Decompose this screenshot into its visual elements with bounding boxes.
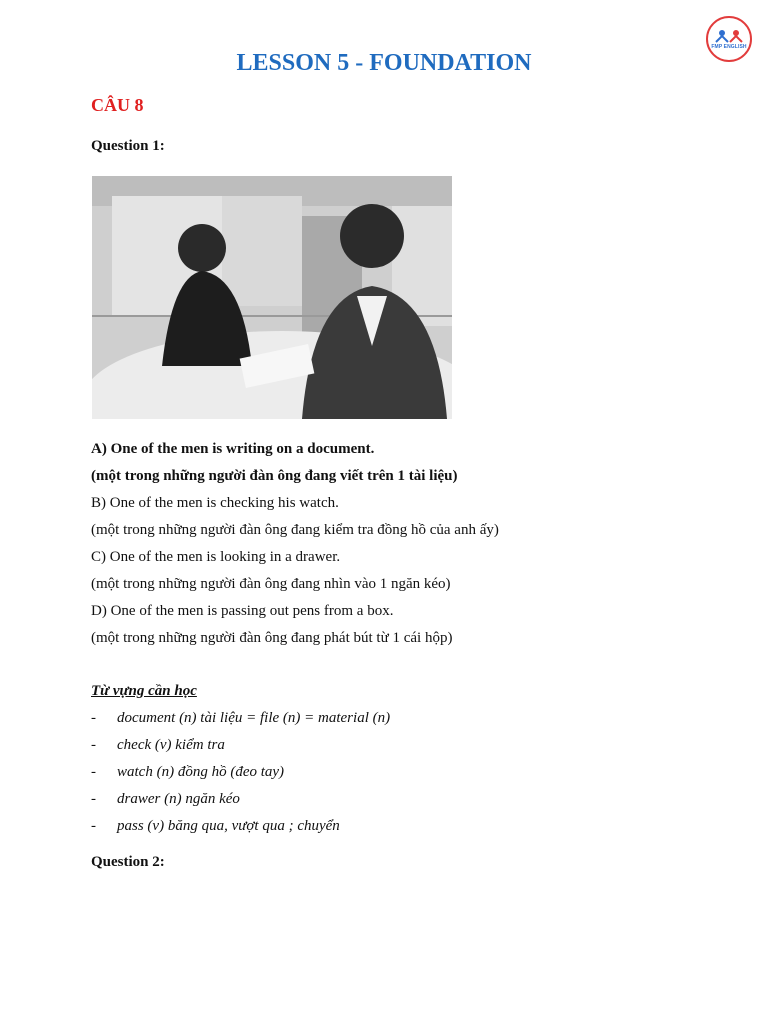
- vocabulary-title: Từ vựng cần học: [91, 683, 197, 699]
- vocabulary-item: - watch (n) đồng hồ (đeo tay): [91, 764, 285, 780]
- option-c-vi: (một trong những người đàn ông đang nhìn vào 1 ngăn kéo): [91, 576, 451, 592]
- option-c-en: C) One of the men is looking in a drawer.: [91, 549, 341, 565]
- vocabulary-item: - check (v) kiểm tra: [91, 737, 225, 753]
- option-b-vi: (một trong những người đàn ông đang kiểm tra đồng hồ của anh ấy): [91, 522, 499, 538]
- option-a-en: A) One of the men is writing on a document.: [91, 441, 375, 457]
- vocabulary-item: - drawer (n) ngăn kéo: [91, 791, 240, 807]
- vocabulary-item: - document (n) tài liệu = file (n) = material (n): [91, 710, 391, 726]
- question-1-photo: [92, 176, 452, 419]
- vocabulary-item: - pass (v) băng qua, vượt qua ; chuyển: [91, 818, 340, 834]
- logo-text: FMP ENGLISH: [711, 44, 747, 50]
- section-heading: CÂU 8: [91, 95, 144, 115]
- option-b-en: B) One of the men is checking his watch.: [91, 495, 339, 511]
- option-d-en: D) One of the men is passing out pens from a box.: [91, 603, 394, 619]
- option-a-vi: (một trong những người đàn ông đang viết trên 1 tài liệu): [91, 468, 458, 484]
- question-2-label: Question 2:: [91, 854, 165, 870]
- office-scene-image: [92, 176, 452, 419]
- option-d-vi: (một trong những người đàn ông đang phát bút từ 1 cái hộp): [91, 630, 453, 646]
- question-1-label: Question 1:: [91, 138, 165, 154]
- page-title: LESSON 5 - FOUNDATION: [236, 50, 532, 76]
